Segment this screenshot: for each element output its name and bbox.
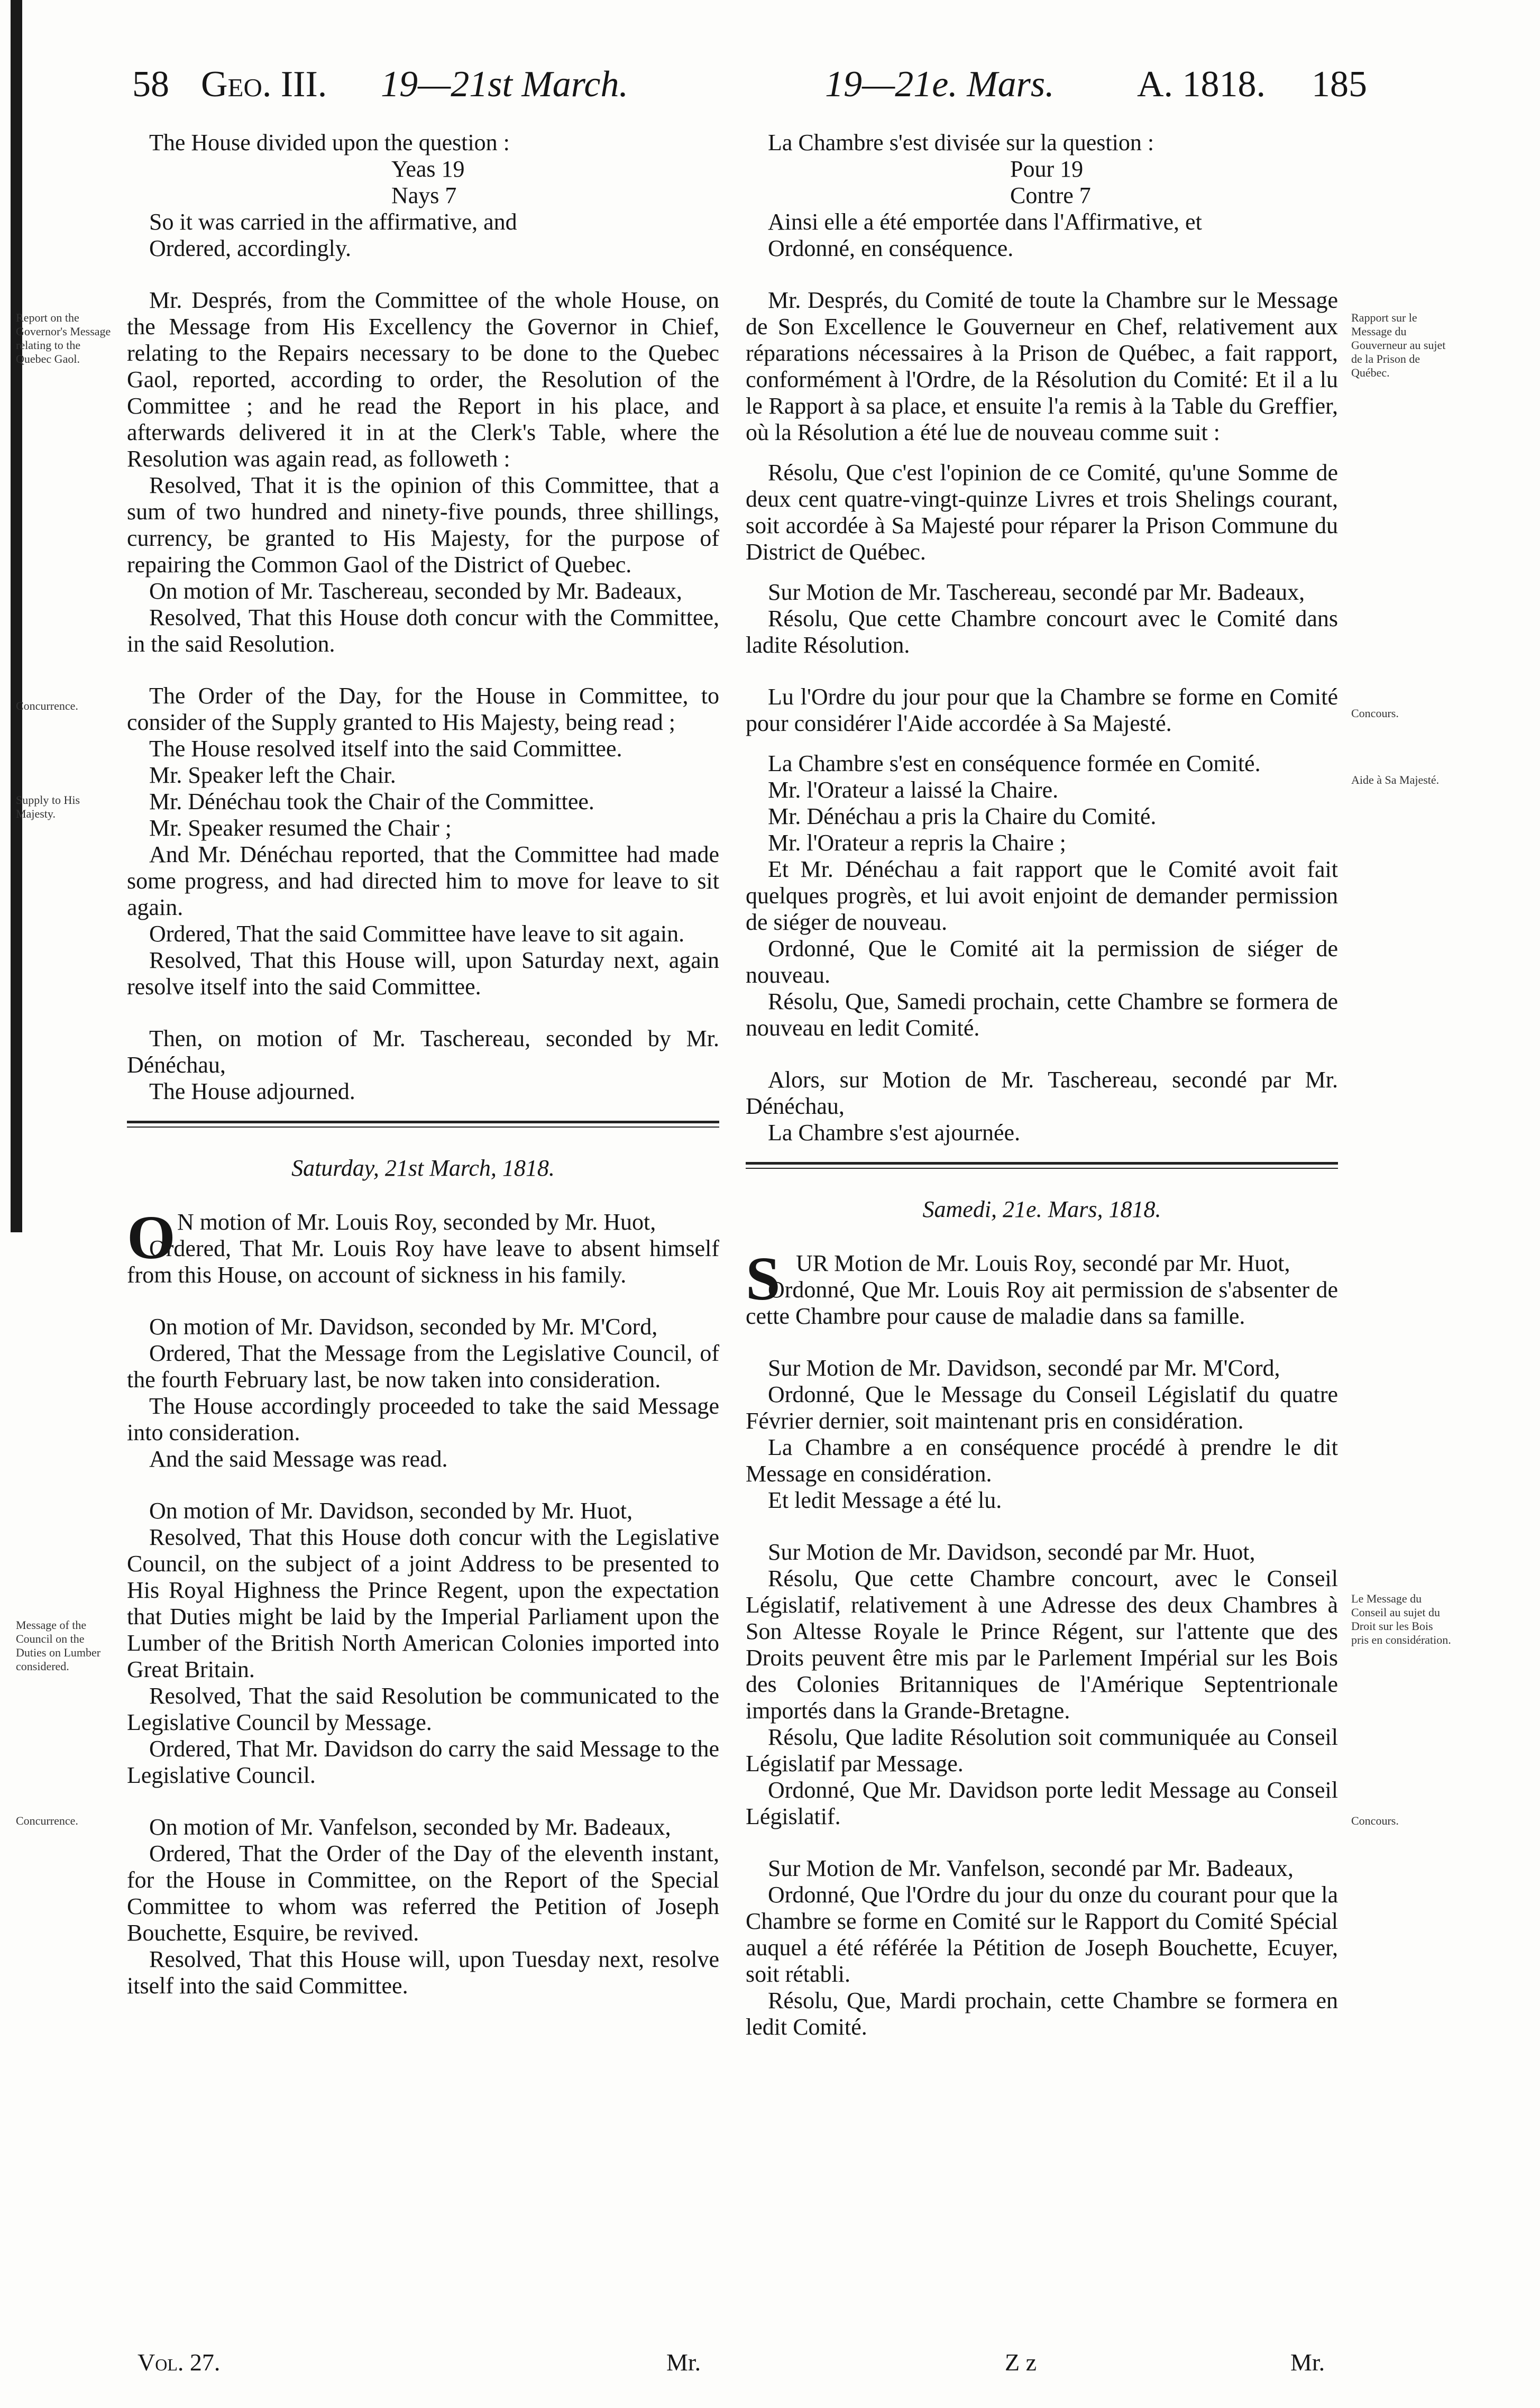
resolved-tuesday: Resolved, That this House will, upon Tuesday next, resolve itself into the said Committee. bbox=[127, 1946, 719, 1999]
nays-count: Nays 7 bbox=[391, 182, 457, 208]
page-binding-edge bbox=[11, 0, 22, 1232]
davidson-motion-2: On motion of Mr. Davidson, seconded by Mr. Huot, bbox=[149, 1498, 633, 1524]
resolu-concourt: Résolu, Que cette Chambre concourt avec le Comité dans ladite Résolution. bbox=[746, 606, 1338, 658]
alors-motion: Alors, sur Motion de Mr. Taschereau, secondé par Mr. Dénéchau, bbox=[746, 1067, 1338, 1119]
margin-note-council-message: Message of the Council on the Duties on Lumber considered. bbox=[16, 1618, 101, 1673]
motion-taschereau: On motion of Mr. Taschereau, seconded by Mr. Badeaux, bbox=[149, 578, 682, 604]
resolu-samedi: Résolu, Que, Samedi prochain, cette Chambre se formera de nouveau en ledit Comité. bbox=[746, 988, 1338, 1041]
motion-taschereau-fr: Sur Motion de Mr. Taschereau, secondé par Mr. Badeaux, bbox=[768, 579, 1305, 605]
resolu-adresse: Résolu, Que cette Chambre concourt, avec le Conseil Législatif, relativement à une Adresse des deux Chambres à Son Altesse Royale le Prince Régent, sur l'attente que des Droits peuvent être mis par le Parlement Impérial sur les Bois des Colonies Britanniques de l'Amérique Septentrionale importés dans la Grande-Bretagne. bbox=[746, 1565, 1338, 1724]
ordre-du-jour: Lu l'Ordre du jour pour que la Chambre se forme en Comité pour considérer l'Aide accordée à Sa Majesté. bbox=[746, 684, 1338, 736]
section-rule-fr bbox=[746, 1162, 1338, 1169]
message-ordered: Ordered, That the Message from the Legislative Council, of the fourth February last, be now taken into consideration. bbox=[127, 1340, 719, 1393]
signature-mark: Z z bbox=[1005, 2349, 1037, 2376]
house-adjourned: The House adjourned. bbox=[149, 1078, 355, 1104]
davidson-motion-1-fr: Sur Motion de Mr. Davidson, secondé par Mr. M'Cord, bbox=[768, 1355, 1280, 1381]
ordered-revived: Ordered, That the Order of the Day of the eleventh instant, for the House in Committee, on the Report of the Special Committee to whom was referred the Petition of Joseph Bouchette, Esquire, be revived. bbox=[127, 1841, 719, 1946]
denechau-pris: Mr. Dénéchau a pris la Chaire du Comité. bbox=[768, 803, 1157, 829]
house-proceeded: The House accordingly proceeded to take the said Message into consideration. bbox=[127, 1393, 719, 1445]
denechau-rapport: Et Mr. Dénéchau a fait rapport que le Comité avoit fait quelques progrès, et lui avoit enjoint de demander permission de siéger de nouveau. bbox=[746, 856, 1338, 935]
left-reign: Geo. III. bbox=[201, 64, 327, 105]
margin-note-concours: Concours. bbox=[1351, 1814, 1399, 1827]
margin-note-message-conseil: Le Message du Conseil au sujet du Droit sur les Bois pris en considération. bbox=[1351, 1592, 1451, 1646]
chambre-ajournee: La Chambre s'est ajournée. bbox=[768, 1120, 1021, 1146]
roy-ordonne: Ordonné, Que Mr. Louis Roy ait permission de s'absenter de cette Chambre pour cause de maladie dans sa famille. bbox=[746, 1277, 1338, 1329]
chambre-formee: La Chambre s'est en conséquence formée en Comité. bbox=[768, 750, 1261, 776]
margin-note-concurrence: Concurrence. bbox=[16, 1814, 78, 1827]
roy-motion-fr: UR Motion de Mr. Louis Roy, secondé par Mr. Huot, bbox=[796, 1250, 1290, 1276]
resolved-saturday: Resolved, That this House will, upon Saturday next, again resolve itself into the said Committee. bbox=[127, 947, 719, 1000]
division-intro: The House divided upon the question : bbox=[149, 130, 510, 155]
contre-count: Contre 7 bbox=[1010, 182, 1091, 208]
french-column bbox=[746, 130, 1338, 2040]
despres-report: Mr. Després, from the Committee of the whole House, on the Message from His Excellency the Governor in Chief, relating to the Repairs necessary to be done to the Quebec Gaol, reported, according to order, the Resolution of the Committee ; and he read the Report in his place, and afterwards delivered it in at the Clerk's Table, where the Resolution was again read, as followeth : bbox=[127, 287, 719, 472]
ordonne-porte: Ordonné, Que Mr. Davidson porte ledit Message au Conseil Législatif. bbox=[746, 1777, 1338, 1829]
margin-note-supply: Supply to His Majesty. bbox=[16, 793, 80, 820]
margin-note-rapport-prison: Rapport sur le Message du Gouverneur au sujet de la Prison de Québec. bbox=[1351, 311, 1446, 379]
then-motion: Then, on motion of Mr. Taschereau, seconded by Mr. Dénéchau, bbox=[127, 1026, 719, 1078]
margin-note-aide: Aide à Sa Majesté. bbox=[1351, 773, 1440, 786]
section-rule bbox=[127, 1121, 719, 1128]
margin-note-concurrence: Concurrence. bbox=[16, 699, 78, 712]
orateur-laisse: Mr. l'Orateur a laissé la Chaire. bbox=[768, 777, 1059, 803]
roy-ordered: Ordered, That Mr. Louis Roy have leave to absent himself from this House, on account of sickness in his family. bbox=[127, 1235, 719, 1288]
right-dates: 19—21e. Mars. bbox=[825, 64, 1055, 105]
left-dates: 19—21st March. bbox=[381, 64, 628, 105]
emportee-line: Ainsi elle a été emportée dans l'Affirmative, et bbox=[768, 209, 1202, 235]
yeas-count: Yeas 19 bbox=[391, 156, 465, 182]
sitting-date: Saturday, 21st March, 1818. bbox=[291, 1155, 555, 1181]
division-intro-fr: La Chambre s'est divisée sur la question : bbox=[768, 130, 1154, 155]
ordonne-consequence: Ordonné, en conséquence. bbox=[768, 235, 1014, 261]
right-page-number: 185 bbox=[1312, 64, 1367, 105]
chambre-procede: La Chambre a en conséquence procédé à prendre le dit Message en considération. bbox=[746, 1434, 1338, 1487]
roy-motion: N motion of Mr. Louis Roy, seconded by Mr. Huot, bbox=[177, 1209, 656, 1235]
despres-report-fr: Mr. Després, du Comité de toute la Chambre sur le Message de Son Excellence le Gouverneur en Chef, relativement aux réparations nécessaires à la Prison de Québec, a fait rapport, conformément à l'Ordre, de la Résolution du Comité: Et il a lu le Rapport à sa place, et ensuite l'a remis à la Table du Greffier, où la Résolution a été lue de nouveau comme suit : bbox=[746, 287, 1338, 445]
ordered-accordingly: Ordered, accordingly. bbox=[149, 235, 351, 261]
sitting-date-fr: Samedi, 21e. Mars, 1818. bbox=[922, 1196, 1161, 1222]
right-year: A. 1818. bbox=[1137, 64, 1266, 105]
denechau-reported: And Mr. Dénéchau reported, that the Committee had made some progress, and had directed him to move for leave to sit again. bbox=[127, 841, 719, 920]
message-ordonne: Ordonné, Que le Message du Conseil Législatif du quatre Février dernier, soit maintenant pris en considération. bbox=[746, 1381, 1338, 1434]
ordered-leave: Ordered, That the said Committee have leave to sit again. bbox=[149, 921, 685, 947]
catchword-right: Mr. bbox=[1290, 2349, 1325, 2376]
resolved-concur: Resolved, That this House doth concur with the Committee, in the said Resolution. bbox=[127, 605, 719, 657]
davidson-motion-2-fr: Sur Motion de Mr. Davidson, secondé par Mr. Huot, bbox=[768, 1539, 1255, 1565]
vanfelson-motion-fr: Sur Motion de Mr. Vanfelson, secondé par Mr. Badeaux, bbox=[768, 1855, 1294, 1881]
drop-capital: O bbox=[127, 1203, 176, 1272]
carried-line: So it was carried in the affirmative, and bbox=[149, 209, 517, 235]
ordonne-permission: Ordonné, Que le Comité ait la permission de siéger de nouveau. bbox=[746, 936, 1338, 988]
resolved-communicated: Resolved, That the said Resolution be communicated to the Legislative Council by Message. bbox=[127, 1683, 719, 1735]
speaker-resumed: Mr. Speaker resumed the Chair ; bbox=[149, 815, 452, 841]
resolu-mardi: Résolu, Que, Mardi prochain, cette Chambre se formera en ledit Comité. bbox=[746, 1988, 1338, 2040]
speaker-left: Mr. Speaker left the Chair. bbox=[149, 762, 396, 788]
volume-number: Vol. 27. bbox=[138, 2349, 221, 2376]
catchword-left: Mr. bbox=[666, 2349, 701, 2376]
resolu-communiquee: Résolu, Que ladite Résolution soit communiquée au Conseil Législatif par Message. bbox=[746, 1724, 1338, 1777]
orateur-repris: Mr. l'Orateur a repris la Chaire ; bbox=[768, 830, 1066, 856]
order-of-day: The Order of the Day, for the House in Committee, to consider of the Supply granted to His Majesty, being read ; bbox=[127, 683, 719, 735]
running-header bbox=[132, 63, 1391, 122]
house-resolved: The House resolved itself into the said Committee. bbox=[149, 736, 622, 762]
margin-note-concours: Concours. bbox=[1351, 707, 1399, 720]
resolu-somme: Résolu, Que c'est l'opinion de ce Comité, qu'une Somme de deux cent quatre-vingt-quinze Livres et trois Shelings courant, soit accordée à Sa Majesté pour réparer la Prison Commune du District de Québec. bbox=[746, 460, 1338, 565]
resolved-address: Resolved, That this House doth concur with the Legislative Council, on the subject of a joint Address to be presented to His Royal Highness the Prince Regent, upon the expectation that Duties might be laid by the Imperial Parliament upon the Lumber of the British North American Colonies imported into Great Britain. bbox=[127, 1524, 719, 1682]
english-column bbox=[127, 130, 719, 1999]
margin-note-gaol-report: Report on the Governor's Message relating to the Quebec Gaol. bbox=[16, 311, 111, 365]
left-page-number: 58 bbox=[132, 64, 169, 105]
ordered-carry: Ordered, That Mr. Davidson do carry the said Message to the Legislative Council. bbox=[127, 1736, 719, 1788]
denechau-took-chair: Mr. Dénéchau took the Chair of the Committee. bbox=[149, 789, 594, 814]
ordonne-retabli: Ordonné, Que l'Ordre du jour du onze du courant pour que la Chambre se forme en Comité sur le Rapport du Comité Spécial auquel a été référée la Pétition de Joseph Bouchette, Ecuyer, soit rétabli. bbox=[746, 1882, 1338, 1987]
drop-capital-fr: S bbox=[746, 1244, 781, 1313]
davidson-motion-1: On motion of Mr. Davidson, seconded by Mr. M'Cord, bbox=[149, 1314, 658, 1340]
message-lu: Et ledit Message a été lu. bbox=[768, 1487, 1002, 1513]
pour-count: Pour 19 bbox=[1010, 156, 1084, 182]
resolved-sum: Resolved, That it is the opinion of this Committee, that a sum of two hundred and ninety-five pounds, three shillings, currency, be granted to His Majesty, for the purpose of repairing the Common Gaol of the District of Quebec. bbox=[127, 472, 719, 578]
message-read: And the said Message was read. bbox=[149, 1446, 448, 1472]
vanfelson-motion: On motion of Mr. Vanfelson, seconded by Mr. Badeaux, bbox=[149, 1814, 671, 1840]
